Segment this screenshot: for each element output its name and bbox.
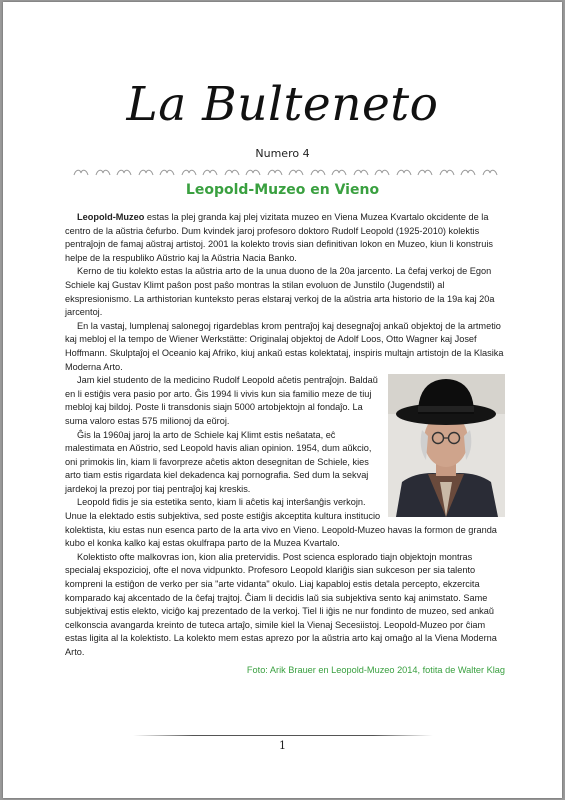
page-number: 1 [279, 739, 286, 752]
ornament-icon [460, 167, 476, 178]
ornament-icon [374, 167, 390, 178]
ornament-icon [482, 167, 498, 178]
paragraph-text: estas la plej granda kaj plej vizitata muzeo en Viena Muzea Kvartalo okcidente de la centro de la aŭstria ĉefurbo. Dum kvindek jaroj profesoro doktoro Rudolf Leopold (1925-2010) kolektis pentraĵojn de famaj aŭstraj artistoj. 2001 la kolekto trovis sian definitivan lokon en Muzeo, kiun li konstruis helpe de la respubliko Aŭstrio kaj la Aŭstria Nacia Banko. [65, 212, 493, 263]
ornament-icon [417, 167, 433, 178]
ornament-icon [181, 167, 197, 178]
ornament-icon [138, 167, 154, 178]
paragraph: Ĝis la 1960aj jaroj la arto de Schiele kaj Klimt estis neŝatata, eĉ malestimata en Aŭstrio, sed Leopold havis alian opinion. 1954, dum aŭkcio, oni primokis lin, kiam li favorpreze aĉetis akton desegnitan de Schiele, kies arto tiam estis rigardata kiel dekadenca kaj pornografia. Sed dum la sekvaj jardekoj la prezoj por tiaj pentraĵoj kaj kreskis. [65, 429, 372, 494]
paragraph: Leopold fidis je sia estetika sento, kiam li aĉetis kaj interŝanĝis verkojn. Unue la elektado estis subjektiva, sed poste estiĝis akceptita kultura institucio kolektista, kiu estas nun esenca parto de la arta vivo en Vieno. Leopold-Muzeo havas la formon de granda kubo el konka kalko kaj estas okulfrapa parto de la Muzea Kvartalo. [65, 497, 497, 549]
ornament-icon [267, 167, 283, 178]
paragraph: Kerno de tiu kolekto estas la aŭstria arto de la unua duono de la 20a jarcento. La ĉefaj verkoj de Egon Schiele kaj Gustav Klimt paŝon post paŝo montras la stilan evoluon de Junstilo (Jugendstil) al ekspresionismo. La arthistorian kunteksto peras elstaraj verkoj de la aŭstria arta historio de la 19a kaj 20a jarcentoj. [65, 266, 495, 318]
ornament-icon [310, 167, 326, 178]
ornament-icon [159, 167, 175, 178]
lead-bold: Leopold-Muzeo [77, 212, 145, 222]
ornament-icon [73, 167, 89, 178]
portrait-photo [388, 374, 505, 517]
newsletter-title: La Bulteneto [126, 77, 439, 132]
ornament-icon [116, 167, 132, 178]
ornament-icon [353, 167, 369, 178]
issue-number: Numero 4 [255, 147, 310, 160]
ornament-icon [396, 167, 412, 178]
article-body [65, 211, 505, 677]
ornamental-divider [73, 167, 498, 179]
portrait-image [388, 374, 505, 517]
footer-divider [133, 735, 433, 736]
paragraph: Kolektisto ofte malkovras ion, kion alia pretervidis. Post scienca esplorado tiajn objektojn montras specialaj ekspozicioj, ofte el nova vidpunkto. Profesoro Leopold klariĝis sian sukceson per sia talento kompreni la estiĝon de verko per sia "arte vidanta" okulo. Liaj kapabloj estis detala percepto, ekzercita komparado kaj akcentado de la ĉefaj trajtoj. Ĉiam li decidis laŭ sia subjektiva sento kaj animstato. Same subjektivaj estis elekto, viciĝo kaj prezentado de la verkoj. Tiel li iĝis ne nur fondinto de muzeo, sed ankaŭ celkonscia avangarda kreinto de tuteca artaĵo, simile kiel la Vienaj Secesiistoj. Leopold-Muzeo por ĉiam estas ligita al la kolektisto. La kolekto mem estas aprezo por la aŭstria arto kaj omaĝo al la Viena Moderna Arto. [65, 551, 497, 657]
ornament-icon [331, 167, 347, 178]
ornament-icon [439, 167, 455, 178]
paragraph: En la vastaj, lumplenaj salonegoj rigardeblas krom pentraĵoj kaj desegnaĵoj ankaŭ objektoj de la artmetio kaj mebloj el la tempo de Wiener Werkstätte: Originalaj objektoj de Adolf Loos, Otto Wagner kaj Josef Hoffmann. Skulptaĵoj el Oceanio kaj Afriko, kiuj ankaŭ estas kolektataj, inspiris multajn artistojn de la Klasika Moderna Arto. [65, 320, 504, 372]
ornament-icon [224, 167, 240, 178]
article-title: Leopold-Muzeo en Vieno [185, 182, 380, 198]
photo-caption: Foto: Arik Brauer en Leopold-Muzeo 2014, fotita de Walter Klag [246, 664, 505, 675]
paragraph [65, 211, 505, 265]
ornament-icon [95, 167, 111, 178]
paragraph: Jam kiel studento de la medicino Rudolf Leopold aĉetis pentraĵojn. Baldaŭ en li estiĝis vera pasio por arto. Ĝis 1994 li vivis kun sia familio meze de tiuj mebloj kaj bildoj. Poste li transdonis siajn 5000 artobjektojn al fondaĵo. La suma valoro estas 575 milionoj da eŭroj. [65, 375, 378, 426]
ornament-icon [288, 167, 304, 178]
document-page [3, 2, 562, 798]
ornament-icon [245, 167, 261, 178]
ornament-icon [202, 167, 218, 178]
